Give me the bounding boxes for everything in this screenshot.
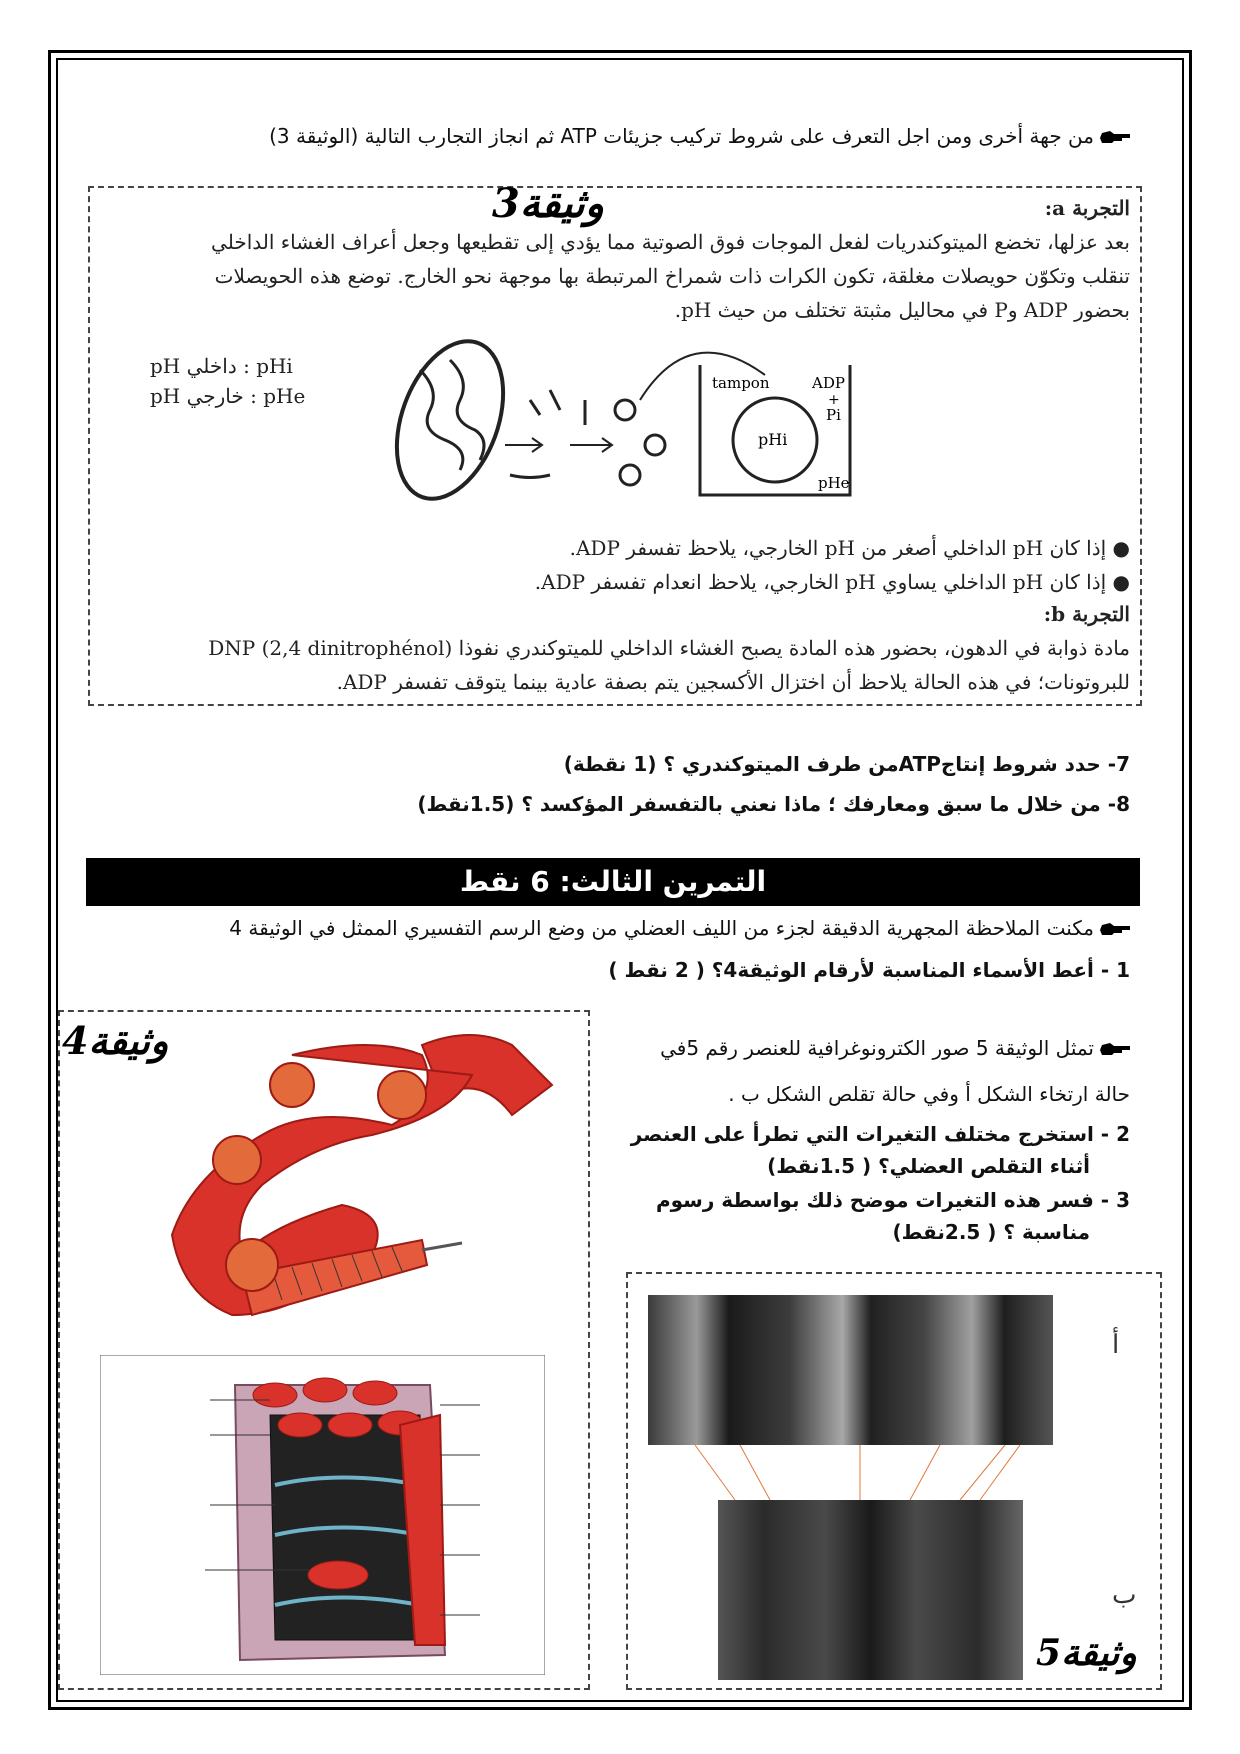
figure-label-b: ب [1112, 1580, 1137, 1610]
myofibril-illustration [100, 1355, 545, 1675]
label-tampon: tampon [712, 374, 770, 392]
experiment-b-title: التجربة b: [1043, 602, 1130, 626]
document-3-watermark: وثيقة3 [492, 180, 605, 227]
pointing-hand-icon [1100, 923, 1130, 937]
label-plus: + [828, 392, 840, 408]
legend-phi: pH داخلي : pHi [150, 354, 293, 378]
electron-micrographs [640, 1285, 1160, 1685]
exercise-3-question-1: 1 - أعط الأسماء المناسبة لأرقام الوثيقة4؟ ( 2 نقط ) [608, 958, 1130, 982]
document-5-watermark: وثيقة5 [1036, 1632, 1137, 1674]
label-pi: Pi [826, 406, 841, 424]
document-5-intro-line-2: حالة ارتخاء الشكل أ وفي حالة تقلص الشكل ب . [728, 1082, 1130, 1106]
bullet-2: ● إذا كان pH الداخلي يساوي pH الخارجي، يلاحظ انعدام تفسفر ADP. [534, 570, 1130, 594]
experiment-b-line-1: DNP (2,4 dinitrophénol) مادة ذوابة في الدهون، بحضور هذه المادة يصبح الغشاء الداخلي للميتوكندري نفوذا [208, 636, 1130, 660]
experiment-a-line-1: بعد عزلها، تخضع الميتوكندريات لفعل الموجات فوق الصوتية مما يؤدي إلى تقطيعها وجعل أعراف الغشاء الداخلي [211, 230, 1130, 254]
experiment-a-title: التجربة a: [1044, 196, 1130, 220]
muscle-fiber-illustration [92, 1015, 572, 1345]
mitochondrion-icon [390, 330, 523, 510]
question-7: 7- حدد شروط إنتاجATPمن طرف الميتوكندري ؟ (1 نقطة) [563, 752, 1130, 776]
label-adp: ADP [812, 374, 845, 392]
legend-phe: pH خارجي : pHe [150, 384, 306, 408]
question-3-line-1: 3 - فسر هذه التغيرات موضح ذلك بواسطة رسوم [655, 1188, 1130, 1212]
pointing-hand-icon [1100, 1043, 1130, 1057]
exercise-3-title: التمرين الثالث: 6 نقط [86, 858, 1140, 906]
mitochondria-diagram [390, 330, 870, 510]
label-phe: pHe [818, 474, 850, 492]
micrograph-contracted [718, 1500, 1023, 1680]
micrograph-relaxed [648, 1295, 1053, 1445]
question-8: 8- من خلال ما سبق ومعارفك ؛ ماذا نعني بالتفسفر المؤكسد ؟ (1.5نقط) [417, 792, 1130, 816]
arrow-icon [505, 438, 612, 452]
experiment-b-line-2: للبروتونات؛ في هذه الحالة يلاحظ أن اختزال الأكسجين يتم بصفة عادية بينما يتوقف تفسفر ADP. [336, 670, 1130, 694]
label-phi: pHi [758, 430, 788, 449]
question-2-line-1: 2 - استخرج مختلف التغيرات التي تطرأ على العنصر [630, 1122, 1130, 1146]
question-2-line-2: أثناء التقلص العضلي؟ ( 1.5نقط) [767, 1154, 1090, 1178]
vesicles-icon [615, 400, 665, 485]
intro-line: من جهة أخرى ومن اجل التعرف على شروط تركيب جزيئات ATP ثم انجاز التجارب التالية (الوثيقة 3) [269, 124, 1130, 148]
document-5-intro-line-1: تمثل الوثيقة 5 صور الكترونوغرافية للعنصر رقم 5في [660, 1036, 1130, 1060]
question-3-line-2: مناسبة ؟ ( 2.5نقط) [892, 1220, 1090, 1244]
membrane-fragments-icon [510, 390, 585, 478]
figure-label-a: أ [1112, 1330, 1120, 1360]
bullet-1: ● إذا كان pH الداخلي أصغر من pH الخارجي، يلاحظ تفسفر ADP. [569, 536, 1130, 560]
experiment-a-line-2: تنقلب وتكوّن حويصلات مغلقة، تكون الكرات ذات شمراخ المرتبطة بها موجهة نحو الخارج. توضع هذه الحويصلات [214, 264, 1130, 288]
document-4-watermark: وثيقة4 [62, 1018, 169, 1063]
exercise-3-intro: مكنت الملاحظة المجهرية الدقيقة لجزء من الليف العضلي من وضع الرسم التفسيري الممثل في الوثيقة 4 [229, 916, 1130, 940]
pointing-hand-icon [1100, 131, 1130, 145]
experiment-a-line-3: بحضور ADP وP في محاليل مثبتة تختلف من حيث pH. [674, 298, 1130, 322]
